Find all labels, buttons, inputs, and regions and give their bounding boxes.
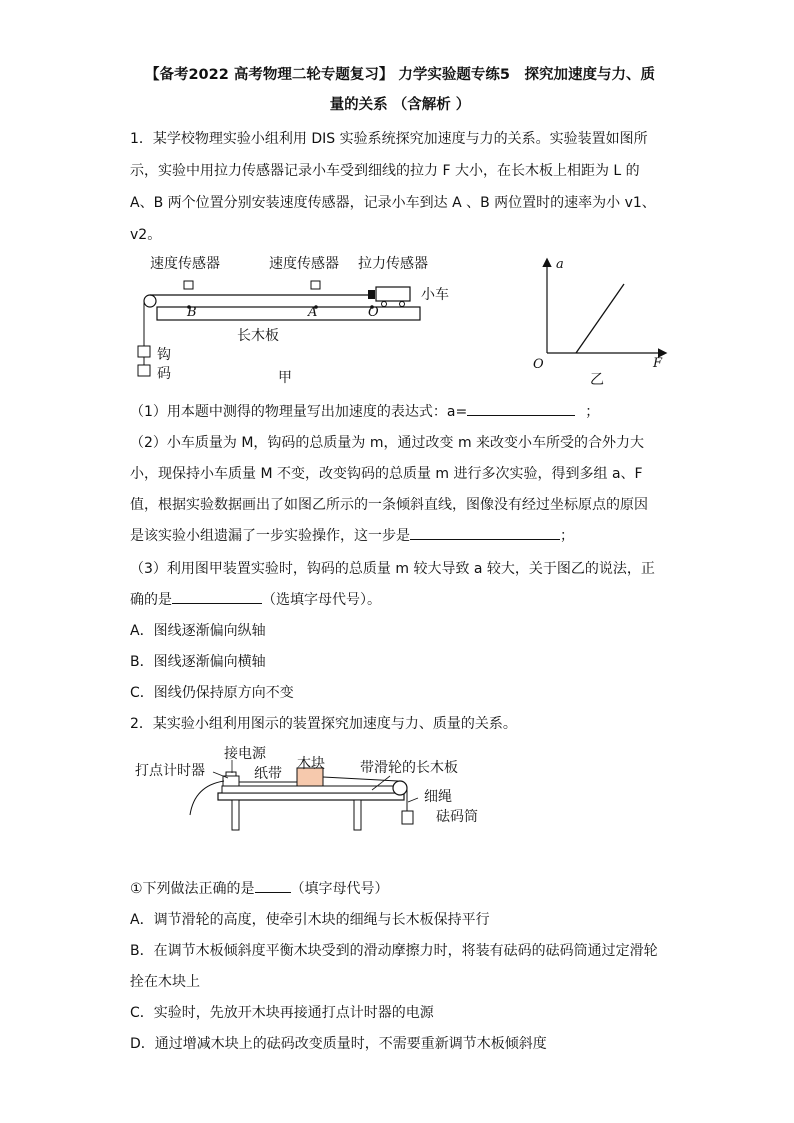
q1-part3-end: （选填字母代号）。 (262, 592, 381, 608)
rope-label: 细绳 (424, 789, 452, 805)
q2-option-a: A．调节滑轮的高度，使牵引木块的细绳与长木板保持平行 (130, 912, 490, 928)
title-line-1: 【备考2022 高考物理二轮专题复习】 力学实验题专练5 探究加速度与力、质 (144, 67, 656, 83)
power-label: 接电源 (224, 746, 266, 762)
q1-stem-line-3: A、B 两个位置分别安装速度传感器，记录小车到达 A 、B 两位置时的速率为小 v1、 (130, 195, 656, 211)
q2-option-b: B．在调节木板倾斜度平衡木块受到的滑动摩擦力时，将装有砝码的砝码筒通过定滑轮 (130, 943, 658, 959)
q1-option-c: C．图线仍保持原方向不变 (130, 685, 294, 701)
q2-option-c: C．实验时，先放开木块再接通打点计时器的电源 (130, 1005, 434, 1021)
tape-label: 纸带 (254, 766, 282, 782)
force-sensor-label: 拉力传感器 (358, 256, 428, 272)
board-label: 长木板 (237, 328, 279, 344)
speed-sensor-label-1: 速度传感器 (150, 256, 220, 272)
bucket-label: 砝码筒 (436, 809, 478, 825)
board-pulley-label: 带滑轮的长木板 (360, 760, 458, 776)
q1-part3-line-1: （3）利用图甲装置实验时，钩码的总质量 m 较大导致 a 较大，关于图乙的说法，正 (130, 561, 655, 577)
q1-option-a: A．图线逐渐偏向纵轴 (130, 623, 266, 639)
point-b-label: B (187, 305, 197, 320)
weight-label-1: 钩 (157, 347, 171, 363)
q1-part1-text: （1）用本题中测得的物理量写出加速度的表达式：a= (130, 404, 468, 420)
q1-stem-line-2: 示，实验中用拉力传感器记录小车受到细线的拉力 F 大小，在长木板上相距为 L 的 (130, 163, 640, 179)
figure-yi-caption: 乙 (590, 372, 604, 388)
graph-y-axis-label: a (556, 257, 564, 272)
q1-stem-line-1: 1．某学校物理实验小组利用 DIS 实验系统探究加速度与力的关系。实验装置如图所 (130, 131, 648, 147)
point-a-label: A (308, 305, 318, 320)
q1-part2-end: ； (560, 528, 574, 544)
q2-stem: 2．某实验小组利用图示的装置探究加速度与力、质量的关系。 (130, 716, 517, 732)
speed-sensor-label-2: 速度传感器 (269, 256, 339, 272)
q1-part3-text: 确的是 (130, 592, 172, 608)
q1-part1-end: ； (585, 404, 600, 420)
q2-sub1-answer-blank[interactable] (255, 878, 291, 893)
graph-x-axis-label: F (653, 356, 663, 371)
q2-option-d: D．通过增减木块上的砝码改变质量时，不需要重新调节木板倾斜度 (130, 1036, 547, 1052)
q1-part2-line-1: （2）小车质量为 M，钩码的总质量为 m，通过改变 m 来改变小车所受的合外力大 (130, 435, 645, 451)
q2-sub1-end: （填字母代号） (290, 881, 389, 897)
q1-part2-text: 是该实验小组遗漏了一步实验操作，这一步是 (130, 528, 410, 544)
q2-option-b-cont: 拴在木块上 (130, 974, 200, 990)
q1-part2-line-3: 值，根据实验数据画出了如图乙所示的一条倾斜直线，图像没有经过坐标原点的原因 (130, 497, 648, 513)
q1-stem-line-4: v2。 (130, 227, 162, 243)
timer-label: 打点计时器 (135, 763, 205, 779)
weight-label-2: 码 (157, 366, 171, 382)
point-o-label: O (368, 305, 379, 320)
figure-jia-caption: 甲 (278, 370, 292, 386)
block-label: 木块 (297, 756, 325, 772)
title-line-2: 量的关系 （含解析 ） (329, 97, 471, 113)
graph-origin-label: O (533, 357, 544, 372)
q2-sub1-text: ①下列做法正确的是 (130, 881, 255, 897)
q1-option-b: B．图线逐渐偏向横轴 (130, 654, 266, 670)
cart-label: 小车 (421, 287, 449, 303)
q2-sub1 (130, 878, 389, 898)
q1-part2-line-2: 小，现保持小车质量 M 不变，改变钩码的总质量 m 进行多次实验，得到多组 a、F (130, 466, 643, 482)
